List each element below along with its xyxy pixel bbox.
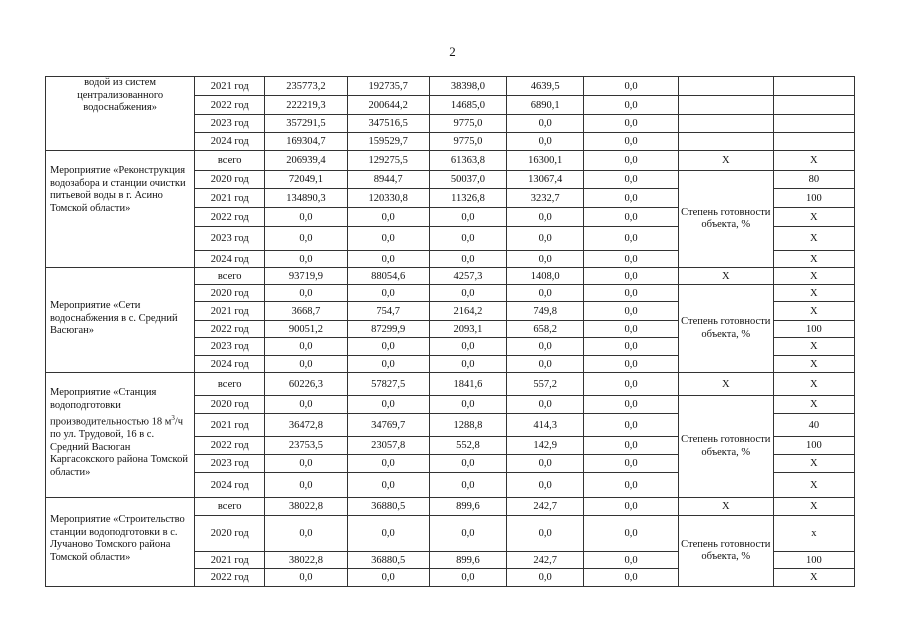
value-cell: 0,0 bbox=[584, 171, 679, 189]
value-cell: 552,8 bbox=[429, 437, 506, 455]
value-cell: 0,0 bbox=[265, 473, 347, 498]
value-cell: 414,3 bbox=[507, 414, 584, 437]
indicator-value-cell: X bbox=[773, 473, 854, 498]
indicator-value-cell: X bbox=[773, 455, 854, 473]
value-cell: 90051,2 bbox=[265, 321, 347, 338]
value-cell: 1841,6 bbox=[429, 373, 506, 396]
value-cell: 134890,3 bbox=[265, 189, 347, 208]
value-cell: 0,0 bbox=[347, 473, 429, 498]
year-cell: 2022 год bbox=[195, 96, 265, 115]
value-cell: 0,0 bbox=[584, 414, 679, 437]
value-cell: 0,0 bbox=[265, 338, 347, 356]
value-cell: 0,0 bbox=[584, 115, 679, 133]
value-cell: 557,2 bbox=[507, 373, 584, 396]
value-cell: 0,0 bbox=[584, 189, 679, 208]
year-cell: 2023 год bbox=[195, 115, 265, 133]
value-cell: 0,0 bbox=[429, 569, 506, 587]
indicator-cell bbox=[678, 115, 773, 133]
value-cell: 9775,0 bbox=[429, 133, 506, 151]
value-cell: 0,0 bbox=[584, 356, 679, 373]
value-cell: 658,2 bbox=[507, 321, 584, 338]
value-cell: 0,0 bbox=[347, 516, 429, 552]
value-cell: 0,0 bbox=[429, 227, 506, 251]
indicator-value-cell: X bbox=[773, 356, 854, 373]
value-cell: 11326,8 bbox=[429, 189, 506, 208]
indicator-cell bbox=[678, 133, 773, 151]
measure-description: Мероприятие «Сети водоснабжения в с. Средний Васюган» bbox=[46, 268, 195, 373]
value-cell: 36880,5 bbox=[347, 552, 429, 569]
indicator-value-cell bbox=[773, 77, 854, 96]
value-cell: 0,0 bbox=[584, 96, 679, 115]
indicator-cell: X bbox=[678, 373, 773, 396]
value-cell: 60226,3 bbox=[265, 373, 347, 396]
value-cell: 235773,2 bbox=[265, 77, 347, 96]
indicator-cell: X bbox=[678, 498, 773, 516]
value-cell: 0,0 bbox=[584, 498, 679, 516]
value-cell: 0,0 bbox=[429, 208, 506, 227]
value-cell: 0,0 bbox=[507, 516, 584, 552]
indicator-value-cell: 80 bbox=[773, 171, 854, 189]
value-cell: 3232,7 bbox=[507, 189, 584, 208]
value-cell: 4639,5 bbox=[507, 77, 584, 96]
value-cell: 0,0 bbox=[265, 516, 347, 552]
table-row bbox=[46, 498, 855, 516]
value-cell: 0,0 bbox=[584, 285, 679, 302]
value-cell: 0,0 bbox=[347, 251, 429, 268]
value-cell: 0,0 bbox=[584, 455, 679, 473]
indicator-value-cell: X bbox=[773, 268, 854, 285]
value-cell: 0,0 bbox=[507, 285, 584, 302]
value-cell: 159529,7 bbox=[347, 133, 429, 151]
value-cell: 36880,5 bbox=[347, 498, 429, 516]
indicator-value-cell: 100 bbox=[773, 552, 854, 569]
value-cell: 0,0 bbox=[584, 552, 679, 569]
indicator-value-cell: X bbox=[773, 151, 854, 171]
indicator-cell: X bbox=[678, 151, 773, 171]
year-cell: 2020 год bbox=[195, 396, 265, 414]
value-cell: 0,0 bbox=[584, 302, 679, 321]
value-cell: 0,0 bbox=[265, 455, 347, 473]
value-cell: 0,0 bbox=[507, 338, 584, 356]
year-cell: 2022 год bbox=[195, 321, 265, 338]
value-cell: 16300,1 bbox=[507, 151, 584, 171]
value-cell: 87299,9 bbox=[347, 321, 429, 338]
page-number: 2 bbox=[449, 44, 456, 59]
value-cell: 120330,8 bbox=[347, 189, 429, 208]
value-cell: 0,0 bbox=[347, 227, 429, 251]
value-cell: 0,0 bbox=[584, 227, 679, 251]
value-cell: 0,0 bbox=[265, 396, 347, 414]
value-cell: 200644,2 bbox=[347, 96, 429, 115]
indicator-value-cell: X bbox=[773, 373, 854, 396]
value-cell: 347516,5 bbox=[347, 115, 429, 133]
value-cell: 14685,0 bbox=[429, 96, 506, 115]
value-cell: 8944,7 bbox=[347, 171, 429, 189]
year-cell: всего bbox=[195, 373, 265, 396]
value-cell: 0,0 bbox=[347, 396, 429, 414]
indicator-cell bbox=[678, 96, 773, 115]
readiness-indicator-label: Степень готовности объекта, % bbox=[678, 285, 773, 373]
indicator-value-cell: x bbox=[773, 516, 854, 552]
value-cell: 23057,8 bbox=[347, 437, 429, 455]
value-cell: 0,0 bbox=[507, 455, 584, 473]
value-cell: 0,0 bbox=[265, 356, 347, 373]
value-cell: 242,7 bbox=[507, 552, 584, 569]
value-cell: 899,6 bbox=[429, 498, 506, 516]
indicator-value-cell: X bbox=[773, 498, 854, 516]
value-cell: 0,0 bbox=[347, 356, 429, 373]
value-cell: 0,0 bbox=[507, 133, 584, 151]
value-cell: 9775,0 bbox=[429, 115, 506, 133]
value-cell: 0,0 bbox=[507, 227, 584, 251]
value-cell: 129275,5 bbox=[347, 151, 429, 171]
value-cell: 36472,8 bbox=[265, 414, 347, 437]
value-cell: 0,0 bbox=[429, 338, 506, 356]
value-cell: 0,0 bbox=[429, 473, 506, 498]
year-cell: 2021 год bbox=[195, 552, 265, 569]
value-cell: 242,7 bbox=[507, 498, 584, 516]
year-cell: 2020 год bbox=[195, 516, 265, 552]
value-cell: 0,0 bbox=[429, 251, 506, 268]
year-cell: 2022 год bbox=[195, 437, 265, 455]
value-cell: 2093,1 bbox=[429, 321, 506, 338]
value-cell: 13067,4 bbox=[507, 171, 584, 189]
value-cell: 23753,5 bbox=[265, 437, 347, 455]
value-cell: 1408,0 bbox=[507, 268, 584, 285]
readiness-indicator-label: Степень готовности объекта, % bbox=[678, 171, 773, 268]
program-table bbox=[45, 76, 855, 587]
value-cell: 0,0 bbox=[265, 251, 347, 268]
value-cell: 57827,5 bbox=[347, 373, 429, 396]
value-cell: 3668,7 bbox=[265, 302, 347, 321]
table-row bbox=[46, 77, 855, 96]
value-cell: 0,0 bbox=[347, 285, 429, 302]
value-cell: 0,0 bbox=[347, 208, 429, 227]
value-cell: 0,0 bbox=[265, 569, 347, 587]
value-cell: 0,0 bbox=[584, 516, 679, 552]
value-cell: 50037,0 bbox=[429, 171, 506, 189]
value-cell: 222219,3 bbox=[265, 96, 347, 115]
value-cell: 0,0 bbox=[584, 338, 679, 356]
value-cell: 0,0 bbox=[507, 569, 584, 587]
value-cell: 0,0 bbox=[507, 251, 584, 268]
value-cell: 0,0 bbox=[429, 455, 506, 473]
value-cell: 0,0 bbox=[584, 437, 679, 455]
indicator-value-cell: 100 bbox=[773, 189, 854, 208]
value-cell: 0,0 bbox=[265, 227, 347, 251]
value-cell: 0,0 bbox=[507, 356, 584, 373]
measure-description: Мероприятие «Реконструкция водозабора и станции очистки питьевой воды в г. Асино Томской области» bbox=[46, 151, 195, 268]
measure-description: Мероприятие «Станция водоподготовки производительностью 18 $м^3/ч$ по ул. Трудовой, 16 в с. Средний Васюган Каргасокского района Томской области» bbox=[46, 373, 195, 498]
readiness-indicator-label: Степень готовности объекта, % bbox=[678, 516, 773, 587]
indicator-value-cell: 100 bbox=[773, 321, 854, 338]
indicator-value-cell: X bbox=[773, 569, 854, 587]
value-cell: 0,0 bbox=[507, 115, 584, 133]
value-cell: 0,0 bbox=[429, 396, 506, 414]
value-cell: 0,0 bbox=[584, 251, 679, 268]
year-cell: 2022 год bbox=[195, 569, 265, 587]
indicator-cell bbox=[678, 77, 773, 96]
indicator-value-cell: X bbox=[773, 208, 854, 227]
indicator-value-cell: X bbox=[773, 285, 854, 302]
indicator-value-cell: X bbox=[773, 251, 854, 268]
value-cell: 0,0 bbox=[584, 77, 679, 96]
year-cell: 2020 год bbox=[195, 171, 265, 189]
value-cell: 88054,6 bbox=[347, 268, 429, 285]
value-cell: 0,0 bbox=[265, 208, 347, 227]
value-cell: 61363,8 bbox=[429, 151, 506, 171]
value-cell: 38398,0 bbox=[429, 77, 506, 96]
indicator-value-cell: X bbox=[773, 338, 854, 356]
value-cell: 4257,3 bbox=[429, 268, 506, 285]
value-cell: 0,0 bbox=[429, 285, 506, 302]
indicator-cell: X bbox=[678, 268, 773, 285]
table-row bbox=[46, 151, 855, 171]
value-cell: 0,0 bbox=[507, 208, 584, 227]
year-cell: 2020 год bbox=[195, 285, 265, 302]
value-cell: 38022,8 bbox=[265, 498, 347, 516]
year-cell: 2021 год bbox=[195, 302, 265, 321]
value-cell: 142,9 bbox=[507, 437, 584, 455]
indicator-value-cell: 40 bbox=[773, 414, 854, 437]
readiness-indicator-label: Степень готовности объекта, % bbox=[678, 396, 773, 498]
value-cell: 357291,5 bbox=[265, 115, 347, 133]
value-cell: 0,0 bbox=[507, 396, 584, 414]
measure-description: водой из систем централизованного водоснабжения» bbox=[46, 77, 195, 151]
year-cell: всего bbox=[195, 498, 265, 516]
year-cell: 2024 год bbox=[195, 251, 265, 268]
indicator-value-cell: 100 bbox=[773, 437, 854, 455]
value-cell: 0,0 bbox=[347, 338, 429, 356]
value-cell: 0,0 bbox=[507, 473, 584, 498]
table-row bbox=[46, 268, 855, 285]
value-cell: 169304,7 bbox=[265, 133, 347, 151]
value-cell: 93719,9 bbox=[265, 268, 347, 285]
value-cell: 899,6 bbox=[429, 552, 506, 569]
year-cell: 2023 год bbox=[195, 338, 265, 356]
value-cell: 34769,7 bbox=[347, 414, 429, 437]
value-cell: 72049,1 bbox=[265, 171, 347, 189]
indicator-value-cell: X bbox=[773, 302, 854, 321]
value-cell: 192735,7 bbox=[347, 77, 429, 96]
year-cell: 2021 год bbox=[195, 189, 265, 208]
value-cell: 0,0 bbox=[584, 473, 679, 498]
year-cell: 2024 год bbox=[195, 473, 265, 498]
indicator-value-cell: X bbox=[773, 396, 854, 414]
value-cell: 0,0 bbox=[429, 356, 506, 373]
value-cell: 0,0 bbox=[584, 321, 679, 338]
year-cell: 2022 год bbox=[195, 208, 265, 227]
year-cell: 2021 год bbox=[195, 414, 265, 437]
indicator-value-cell bbox=[773, 115, 854, 133]
table-row bbox=[46, 373, 855, 396]
year-cell: всего bbox=[195, 151, 265, 171]
year-cell: 2024 год bbox=[195, 356, 265, 373]
year-cell: 2023 год bbox=[195, 455, 265, 473]
year-cell: 2023 год bbox=[195, 227, 265, 251]
value-cell: 0,0 bbox=[584, 268, 679, 285]
indicator-value-cell bbox=[773, 133, 854, 151]
measure-description: Мероприятие «Строительство станции водоподготовки в с. Лучаново Томского района Томской области» bbox=[46, 498, 195, 587]
value-cell: 0,0 bbox=[347, 455, 429, 473]
year-cell: 2021 год bbox=[195, 77, 265, 96]
value-cell: 0,0 bbox=[584, 208, 679, 227]
value-cell: 0,0 bbox=[347, 569, 429, 587]
value-cell: 38022,8 bbox=[265, 552, 347, 569]
value-cell: 2164,2 bbox=[429, 302, 506, 321]
value-cell: 6890,1 bbox=[507, 96, 584, 115]
value-cell: 749,8 bbox=[507, 302, 584, 321]
value-cell: 0,0 bbox=[584, 396, 679, 414]
value-cell: 0,0 bbox=[584, 133, 679, 151]
value-cell: 0,0 bbox=[584, 373, 679, 396]
value-cell: 0,0 bbox=[265, 285, 347, 302]
value-cell: 0,0 bbox=[584, 151, 679, 171]
value-cell: 0,0 bbox=[584, 569, 679, 587]
value-cell: 1288,8 bbox=[429, 414, 506, 437]
year-cell: всего bbox=[195, 268, 265, 285]
indicator-value-cell bbox=[773, 96, 854, 115]
value-cell: 206939,4 bbox=[265, 151, 347, 171]
value-cell: 754,7 bbox=[347, 302, 429, 321]
year-cell: 2024 год bbox=[195, 133, 265, 151]
indicator-value-cell: X bbox=[773, 227, 854, 251]
value-cell: 0,0 bbox=[429, 516, 506, 552]
